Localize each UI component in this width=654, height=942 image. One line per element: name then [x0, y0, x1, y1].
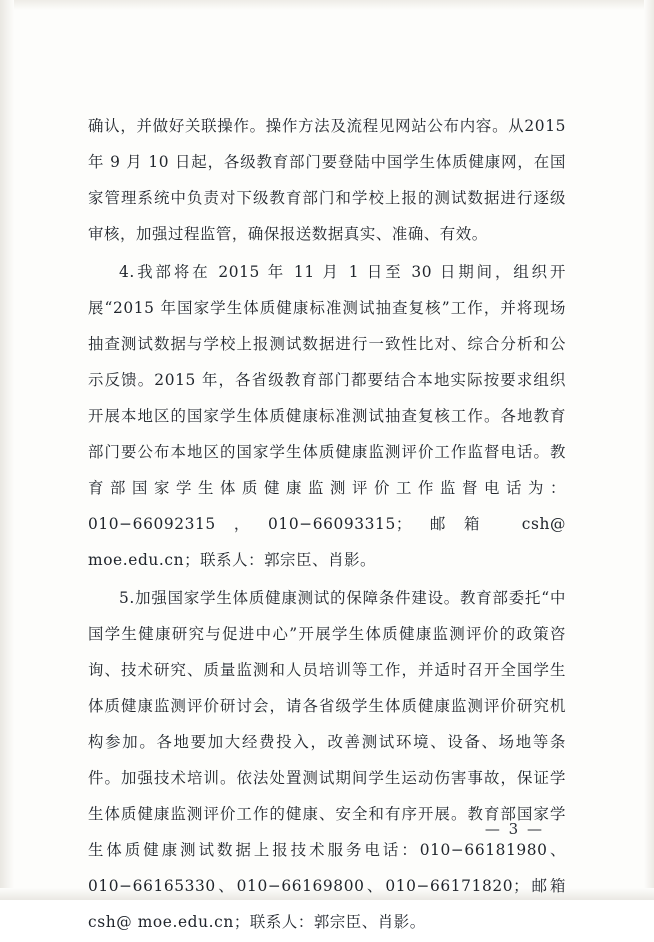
paragraph-item-4: 4.我部将在 2015 年 11 月 1 日至 30 日期间，组织开展“2015 年国家学生体质健康标准测试抽查复核”工作，并将现场抽查测试数据与学校上报测试数据进行一致性比对、综合分析和公示反馈。2015 年，各省级教育部门都要结合本地实际按要求组织开展本地区的国家学生体质健康标准测试抽查复核工作。各地教育部门要公布本地区的国家学生体质健康监测评价工作监督电话。教育部国家学生体质健康监测评价工作监督电话为：010−66092315，010−66093315；邮箱 csh@ moe.edu.cn；联系人：郭宗臣、肖影。: [88, 263, 566, 569]
paragraph-continuation: 确认，并做好关联操作。操作方法及流程见网站公布内容。从2015 年 9 月 10 日起，各级教育部门要登陆中国学生体质健康网，在国家管理系统中负责对下级教育部门和学校上报的测试数据进行逐级审核，加强过程监管，确保报送数据真实、准确、有效。: [88, 117, 566, 243]
page-number: — 3 —: [484, 820, 544, 838]
scan-edge-left: [0, 0, 14, 900]
scan-edge-top: [0, 0, 654, 10]
paragraph-item-5: 5.加强国家学生体质健康测试的保障条件建设。教育部委托“中国学生健康研究与促进中心”开展学生体质健康监测评价的政策咨询、技术研究、质量监测和人员培训等工作，并适时召开全国学生体质健康监测评价研讨会，请各省级学生体质健康监测评价研究机构参加。各地要加大经费投入，改善测试环境、设备、场地等条件。加强技术培训。依法处置测试期间学生运动伤害事故，保证学生体质健康监测评价工作的健康、安全和有序开展。教育部国家学生体质健康测试数据上报技术服务电话：010−66181980、010−66165330、010−66169800、010−66171820；邮箱 csh@ moe.edu.cn；联系人：郭宗臣、肖影。: [88, 589, 566, 931]
scan-edge-right: [644, 0, 654, 900]
document-body: [88, 108, 566, 942]
